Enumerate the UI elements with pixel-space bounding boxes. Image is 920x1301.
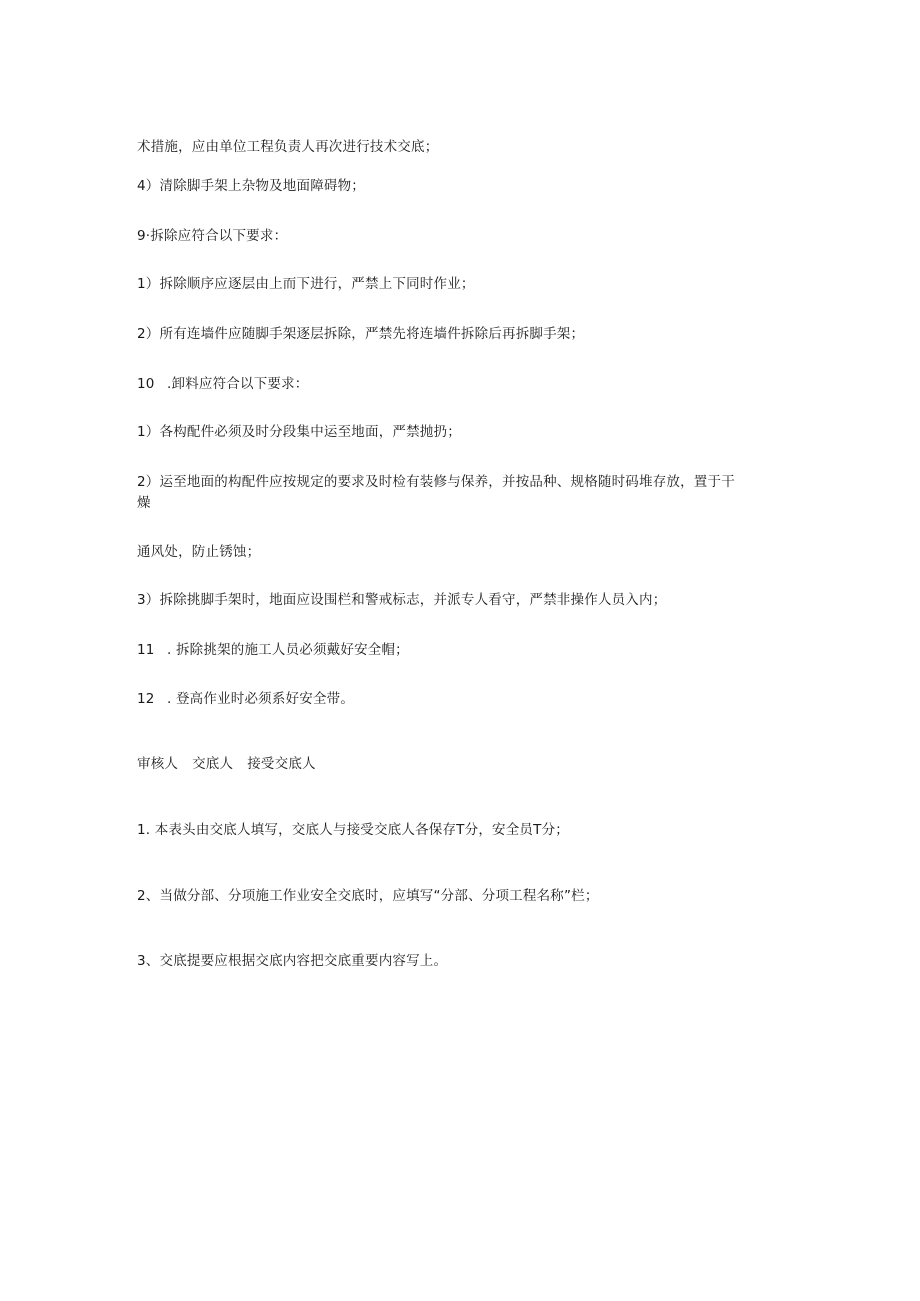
item-number-12: 12: [137, 691, 155, 707]
text-line-5: 2）所有连墙件应随脚手架逐层拆除，严禁先将连墙件拆除后再拆脚手架；: [137, 326, 585, 342]
text-line-3: 9·拆除应符合以下要求：: [137, 228, 288, 244]
text-line-10: 3）拆除挑脚手架时，地面应设围栏和警戒标志，并派专人看守，严禁非操作人员入内；: [137, 592, 667, 608]
item-text-12: . 登高作业时必须系好安全带。: [167, 691, 355, 707]
note-line-3: 3、交底提要应根据交底内容把交底重要内容写上。: [137, 953, 448, 969]
text-line-7: 1）各构配件必须及时分段集中运至地面，严禁抛扔；: [137, 424, 461, 440]
reviewer-label: 审核人: [137, 756, 179, 772]
text-line-2: 4）清除脚手架上杂物及地面障碍物；: [137, 178, 365, 194]
text-line-8: 2）运至地面的构配件应按规定的要求及时检有装修与保养，并按品种、规格随时码堆存放，置于干: [137, 474, 735, 490]
signature-row: [137, 754, 787, 774]
text-line-6: [137, 374, 787, 394]
item-text-11: . 拆除挑架的施工人员必须戴好安全帽；: [167, 642, 409, 658]
note-line-1: 1. 本表头由交底人填写，交底人与接受交底人各保存T分，安全员T分；: [137, 822, 569, 838]
presenter-label: 交底人: [192, 756, 234, 772]
text-line-9: 通风处，防止锈蚀；: [137, 544, 261, 560]
text-line-11: [137, 640, 787, 660]
text-line-4: 1）拆除顺序应逐层由上而下进行，严禁上下同时作业；: [137, 276, 475, 292]
text-line-12: [137, 689, 787, 709]
item-number-10: 10: [137, 376, 155, 392]
text-line-8-wrap: 燥: [137, 495, 151, 511]
note-line-2: 2、当做分部、分项施工作业安全交底时，应填写“分部、分项工程名称”栏；: [137, 888, 599, 904]
item-text-10: .卸料应符合以下要求：: [167, 376, 309, 392]
item-number-11: 11: [137, 642, 155, 658]
text-line-1: 术措施，应由单位工程负责人再次进行技术交底；: [137, 139, 439, 155]
receiver-label: 接受交底人: [247, 756, 316, 772]
